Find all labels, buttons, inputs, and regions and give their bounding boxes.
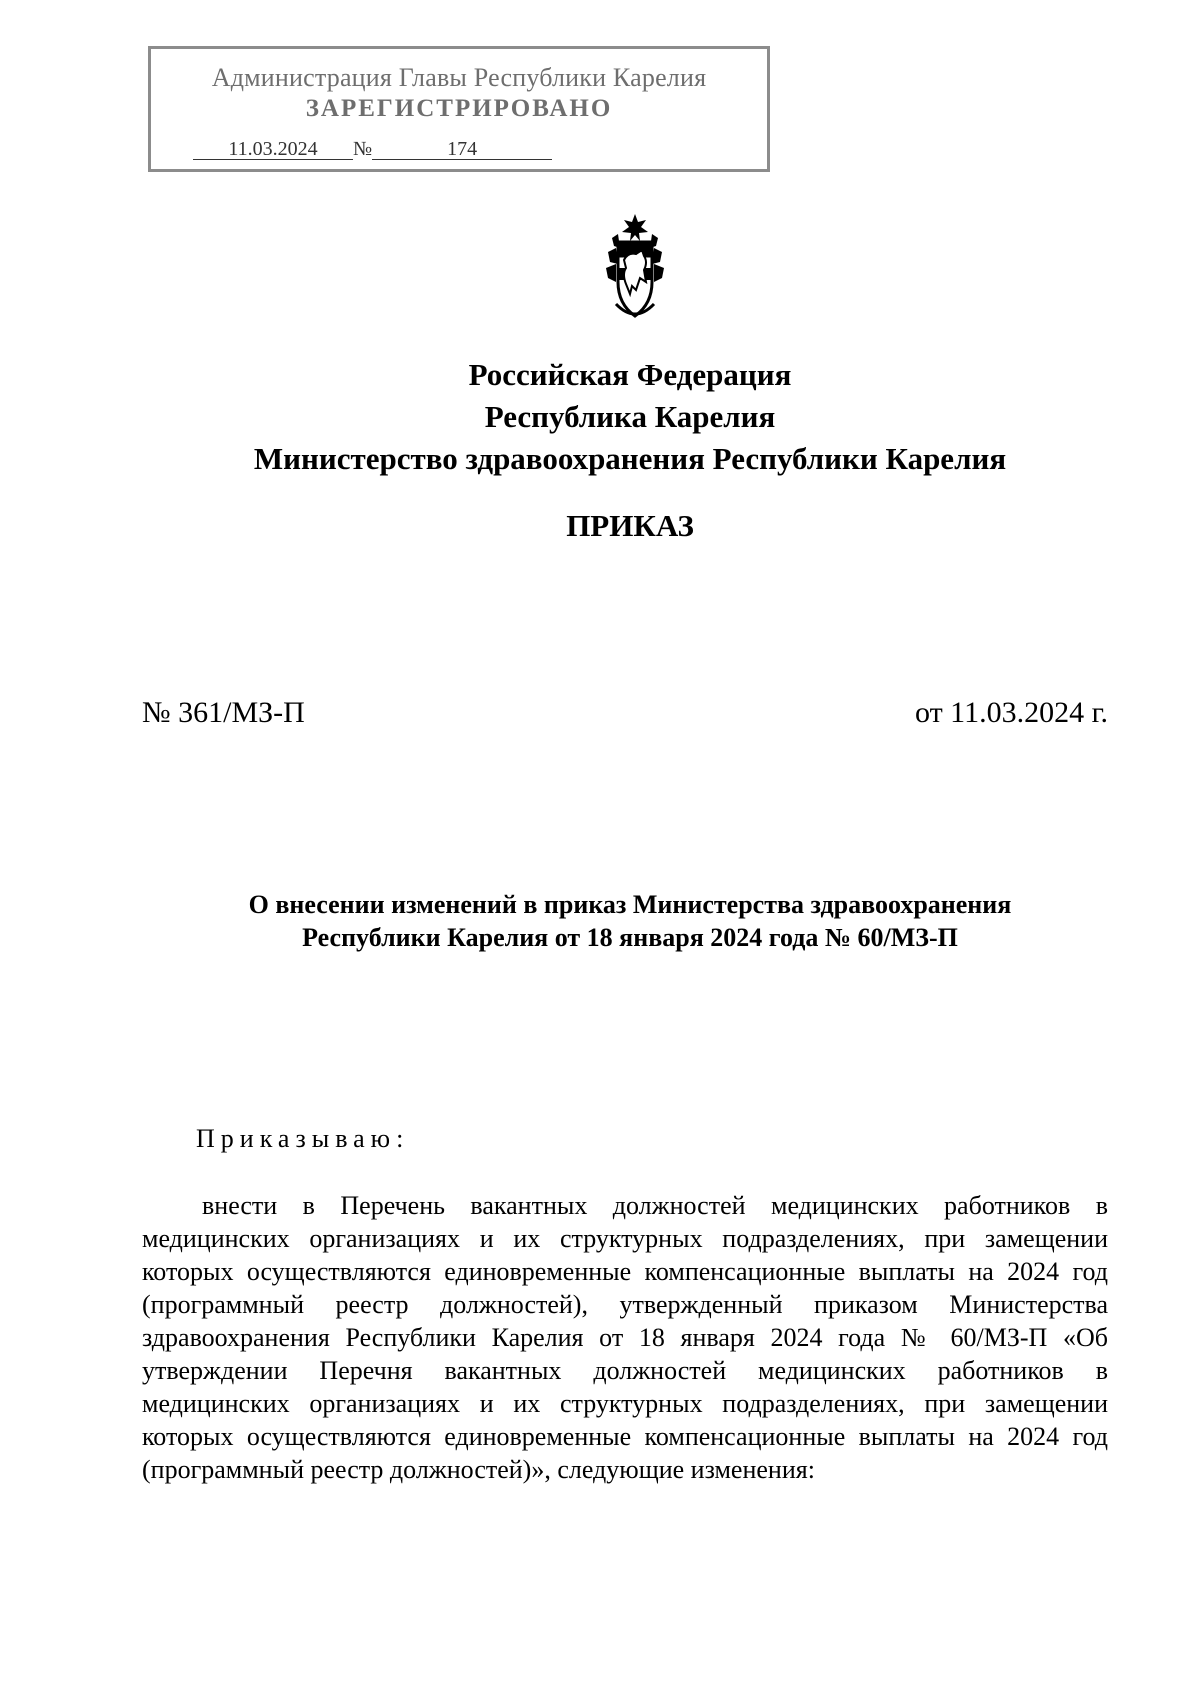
order-type: ПРИКАЗ bbox=[566, 508, 694, 543]
order-subject bbox=[0, 888, 1200, 954]
order-subject-line-2: Республики Карелия от 18 января 2024 года № 60/МЗ-П bbox=[302, 923, 958, 952]
document-header bbox=[0, 354, 1200, 480]
stamp-organization: Администрация Главы Республики Карелия bbox=[211, 63, 707, 92]
karelia-coat-of-arms-icon bbox=[590, 212, 680, 324]
order-verb: Приказываю: bbox=[196, 1124, 410, 1153]
stamp-number-sign: № bbox=[353, 138, 373, 160]
order-date: от 11.03.2024 г. bbox=[914, 696, 1108, 729]
order-body-paragraph: внести в Перечень вакантных должностей медицинских работников в медицинских организациях и их структурных подразделениях, при замещении которых осуществляются единовременные компенсационные выплаты на 2024 год (программный реестр должностей), утвержденный приказом Министерства здравоохранения Республики Карелия от 18 января 2024 года № 60/МЗ-П «Об утверждении Перечня вакантных должностей медицинских работников в медицинских организациях и их структурных подразделениях, при замещении которых осуществляются единовременные компенсационные выплаты на 2024 год (программный реестр должностей)», следующие изменения: bbox=[142, 1191, 1108, 1484]
stamp-date: 11.03.2024 bbox=[193, 139, 353, 160]
order-subject-line-1: О внесении изменений в приказ Министерства здравоохранения bbox=[248, 890, 1012, 919]
header-ministry: Министерство здравоохранения Республики Карелия bbox=[253, 441, 1007, 476]
header-region: Республика Карелия bbox=[484, 399, 776, 434]
stamp-status: ЗАРЕГИСТРИРОВАНО bbox=[305, 95, 613, 122]
stamp-number: 174 bbox=[372, 139, 552, 160]
header-country: Российская Федерация bbox=[468, 357, 792, 392]
stamp-registration-line bbox=[193, 138, 552, 161]
registration-stamp bbox=[148, 46, 770, 172]
order-number: № 361/МЗ-П bbox=[142, 696, 305, 729]
